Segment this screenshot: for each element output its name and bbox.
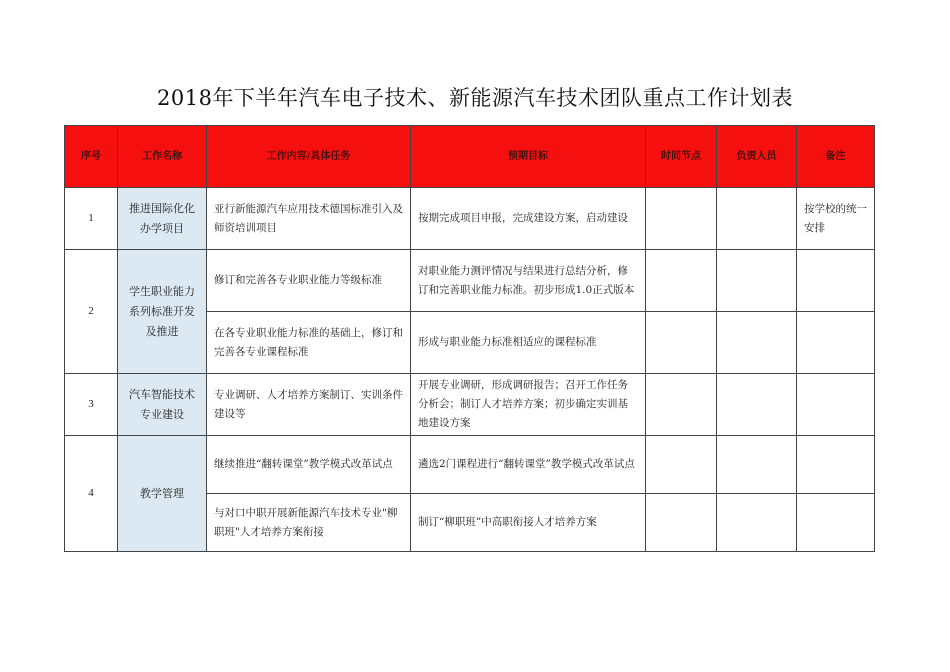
row-task-content: 修订和完善各专业职业能力等级标准 (207, 250, 411, 312)
row-task-content: 与对口中职开展新能源汽车技术专业"柳职班"人才培养方案衔接 (207, 494, 411, 552)
page-title: 2018年下半年汽车电子技术、新能源汽车技术团队重点工作计划表 (157, 86, 793, 110)
row-owner-cell (717, 312, 797, 374)
work-plan-table (64, 125, 875, 552)
table-row (65, 250, 875, 312)
row-task-content: 亚行新能源汽车应用技术德国标准引入及师资培训项目 (207, 188, 411, 250)
row-work-name: 汽车智能技术专业建设 (118, 374, 207, 436)
row-owner-cell (717, 250, 797, 312)
table-row (65, 188, 875, 250)
row-owner-cell (717, 436, 797, 494)
row-task-content: 专业调研、人才培养方案制订、实训条件建设等 (207, 374, 411, 436)
row-seq: 4 (65, 436, 118, 552)
row-task-goal: 制订“柳职班”中高职衔接人才培养方案 (411, 494, 646, 552)
row-note (797, 374, 875, 436)
row-work-name: 推进国际化化办学项目 (118, 188, 207, 250)
row-task-goal: 形成与职业能力标准相适应的课程标准 (411, 312, 646, 374)
row-seq: 2 (65, 250, 118, 374)
row-task-goal: 按期完成项目申报，完成建设方案，启动建设 (411, 188, 646, 250)
row-task-goal: 对职业能力测评情况与结果进行总结分析，修订和完善职业能力标准。初步形成1.0正式版本 (411, 250, 646, 312)
header-owner: 负责人员 (717, 126, 797, 188)
row-note: 按学校的统一安排 (797, 188, 875, 250)
header-seq: 序号 (65, 126, 118, 188)
row-note (797, 250, 875, 312)
table-row (65, 374, 875, 436)
table-header-row (65, 126, 875, 188)
row-time-cell (646, 374, 717, 436)
row-task-goal: 开展专业调研，形成调研报告；召开工作任务分析会；制订人才培养方案；初步确定实训基地建设方案 (411, 374, 646, 436)
row-time-cell (646, 436, 717, 494)
row-task-goal: 遴选2门课程进行“翻转课堂”教学模式改革试点 (411, 436, 646, 494)
row-task-content: 继续推进“翻转课堂”教学模式改革试点 (207, 436, 411, 494)
header-note: 备注 (797, 126, 875, 188)
header-goal: 预期目标 (411, 126, 646, 188)
row-work-name: 教学管理 (118, 436, 207, 552)
row-seq: 3 (65, 374, 118, 436)
row-time-cell (646, 188, 717, 250)
row-work-name: 学生职业能力系列标准开发及推进 (118, 250, 207, 374)
row-note (797, 494, 875, 552)
header-content: 工作内容/具体任务 (207, 126, 411, 188)
table-row (65, 436, 875, 494)
header-time: 时间节点 (646, 126, 717, 188)
row-note (797, 436, 875, 494)
row-task-content: 在各专业职业能力标准的基础上，修订和完善各专业课程标准 (207, 312, 411, 374)
row-owner-cell (717, 188, 797, 250)
row-time-cell (646, 250, 717, 312)
row-owner-cell (717, 494, 797, 552)
row-seq: 1 (65, 188, 118, 250)
row-time-cell (646, 312, 717, 374)
row-owner-cell (717, 374, 797, 436)
header-name: 工作名称 (118, 126, 207, 188)
row-note (797, 312, 875, 374)
row-time-cell (646, 494, 717, 552)
